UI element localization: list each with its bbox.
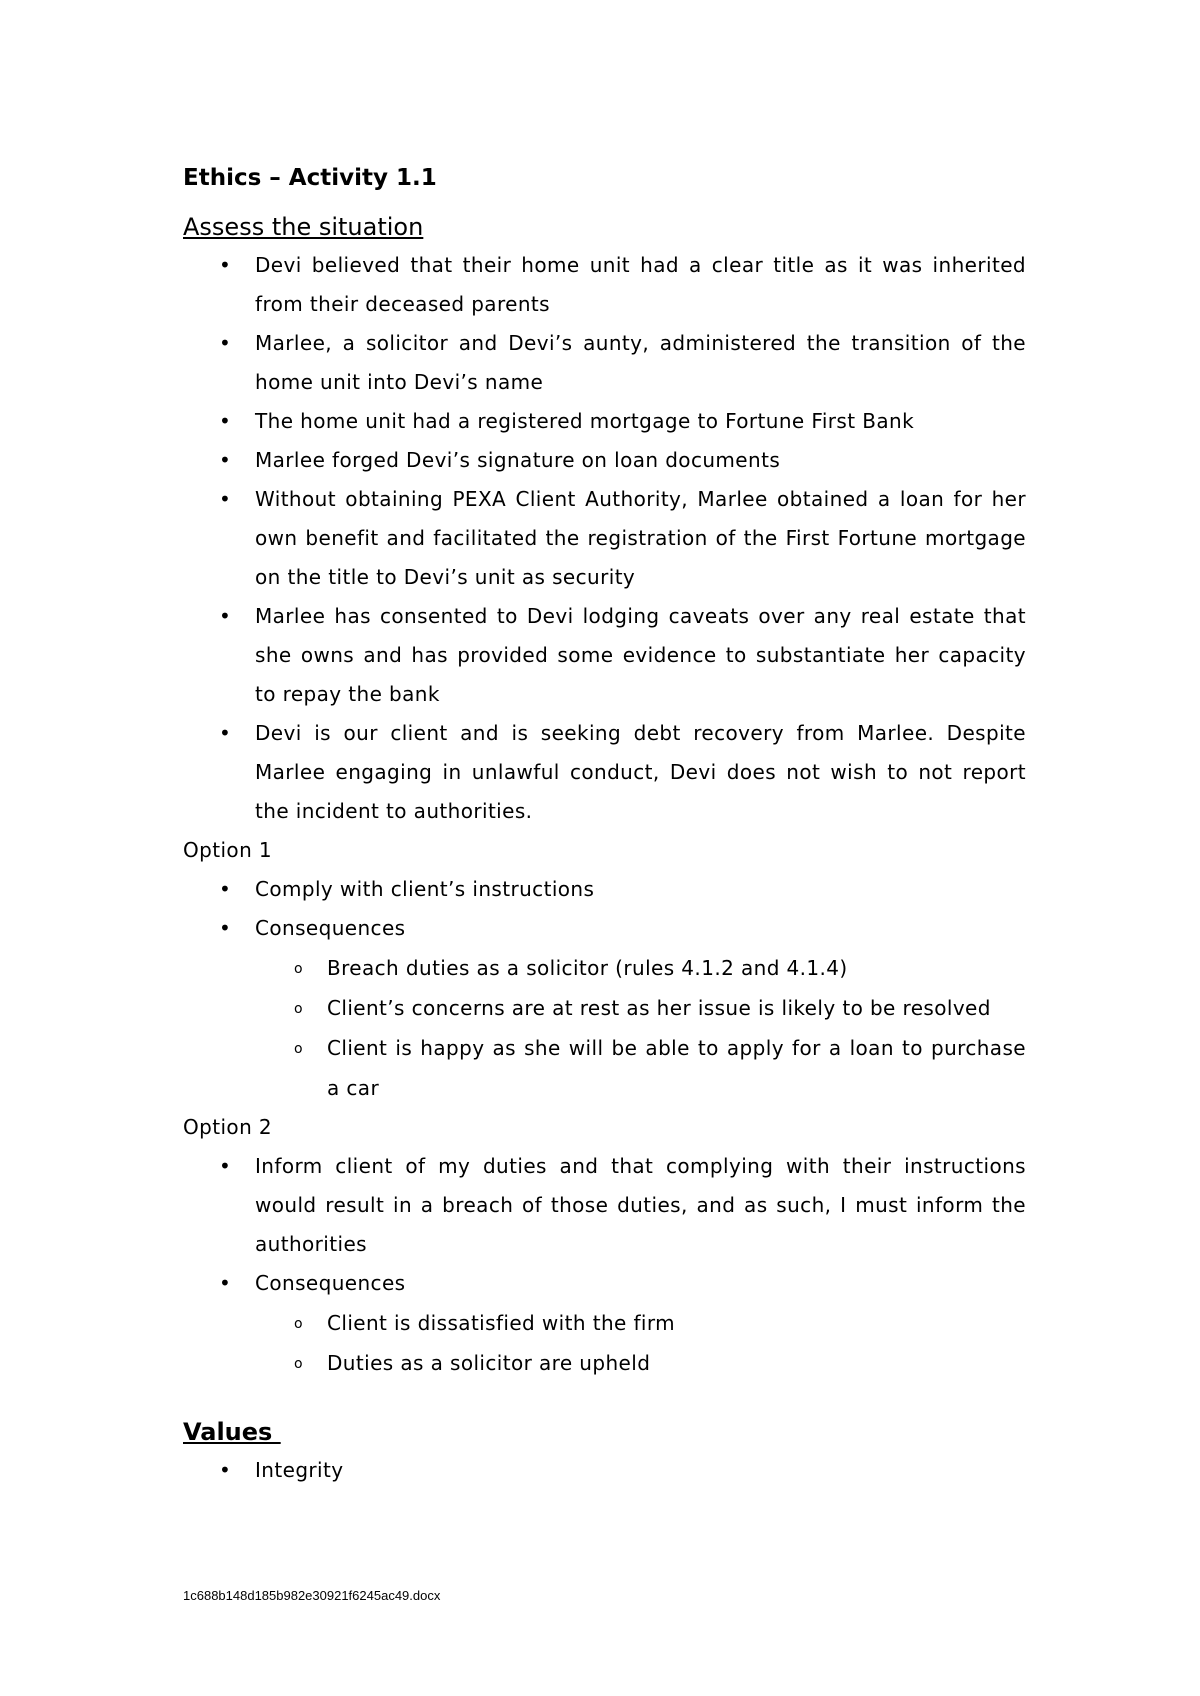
bullet-icon: • [219,331,232,355]
values-list [183,1451,1026,1490]
list-item: • Marlee forged Devi’s signature on loan documents [183,441,1026,480]
sub-bullet-icon: o [294,961,303,977]
bullet-icon: • [219,448,232,472]
bullet-icon: • [219,1154,232,1178]
list-item: • Comply with client’s instructions [183,870,1026,909]
assess-heading: Assess the situation [183,213,424,241]
list-item: • Marlee, a solicitor and Devi’s aunty, administered the transition of the home unit into Devi’s name [183,324,1026,402]
bullet-icon: • [219,604,232,628]
list-item: • Consequences o Breach duties as a solicitor (rules 4.1.2 and 4.1.4) o Client’s concerns are at rest as her issue is likely to be resolved o Client is happy as she will be able to apply for a loan to purchase a car [183,909,1026,1108]
sub-bullet-icon: o [294,1041,303,1057]
option-2-list [183,1147,1026,1383]
option-2-consequences [255,1303,1026,1383]
list-item: • Integrity [183,1451,1026,1490]
sub-list-item: o Client is dissatisfied with the firm [255,1303,1026,1343]
list-item: • Marlee has consented to Devi lodging caveats over any real estate that she owns and has provided some evidence to substantiate her capacity to repay the bank [183,597,1026,714]
section-spacer [183,1383,1026,1417]
sub-list-item: o Client is happy as she will be able to apply for a loan to purchase a car [255,1028,1026,1108]
sub-list-item: o Breach duties as a solicitor (rules 4.1.2 and 4.1.4) [255,948,1026,988]
sub-bullet-icon: o [294,1316,303,1332]
option-2-label: Option 2 [183,1115,273,1139]
option-1-label: Option 1 [183,838,273,862]
values-heading: Values [183,1418,281,1446]
option-1-list [183,870,1026,1108]
bullet-icon: • [219,1458,232,1482]
sub-list-item: o Client’s concerns are at rest as her issue is likely to be resolved [255,988,1026,1028]
option-1-consequences [255,948,1026,1108]
list-item: • The home unit had a registered mortgage to Fortune First Bank [183,402,1026,441]
bullet-icon: • [219,916,232,940]
sub-bullet-icon: o [294,1001,303,1017]
bullet-icon: • [219,253,232,277]
list-item: • Consequences o Client is dissatisfied with the firm o Duties as a solicitor are upheld [183,1264,1026,1383]
document-title: Ethics – Activity 1.1 [183,165,437,191]
bullet-icon: • [219,1271,232,1295]
document-page [183,164,1026,1490]
sub-list-item: o Duties as a solicitor are upheld [255,1343,1026,1383]
bullet-icon: • [219,409,232,433]
bullet-icon: • [219,721,232,745]
list-item: • Without obtaining PEXA Client Authority, Marlee obtained a loan for her own benefit and facilitated the registration of the First Fortune mortgage on the title to Devi’s unit as security [183,480,1026,597]
sub-bullet-icon: o [294,1356,303,1372]
assess-list [183,246,1026,831]
list-item: • Devi is our client and is seeking debt recovery from Marlee. Despite Marlee engaging in unlawful conduct, Devi does not wish to not report the incident to authorities. [183,714,1026,831]
list-item: • Devi believed that their home unit had a clear title as it was inherited from their deceased parents [183,246,1026,324]
bullet-icon: • [219,487,232,511]
bullet-icon: • [219,877,232,901]
document-filename-footer: 1c688b148d185b982e30921f6245ac49.docx [183,1588,441,1603]
list-item: • Inform client of my duties and that complying with their instructions would result in a breach of those duties, and as such, I must inform the authorities [183,1147,1026,1264]
